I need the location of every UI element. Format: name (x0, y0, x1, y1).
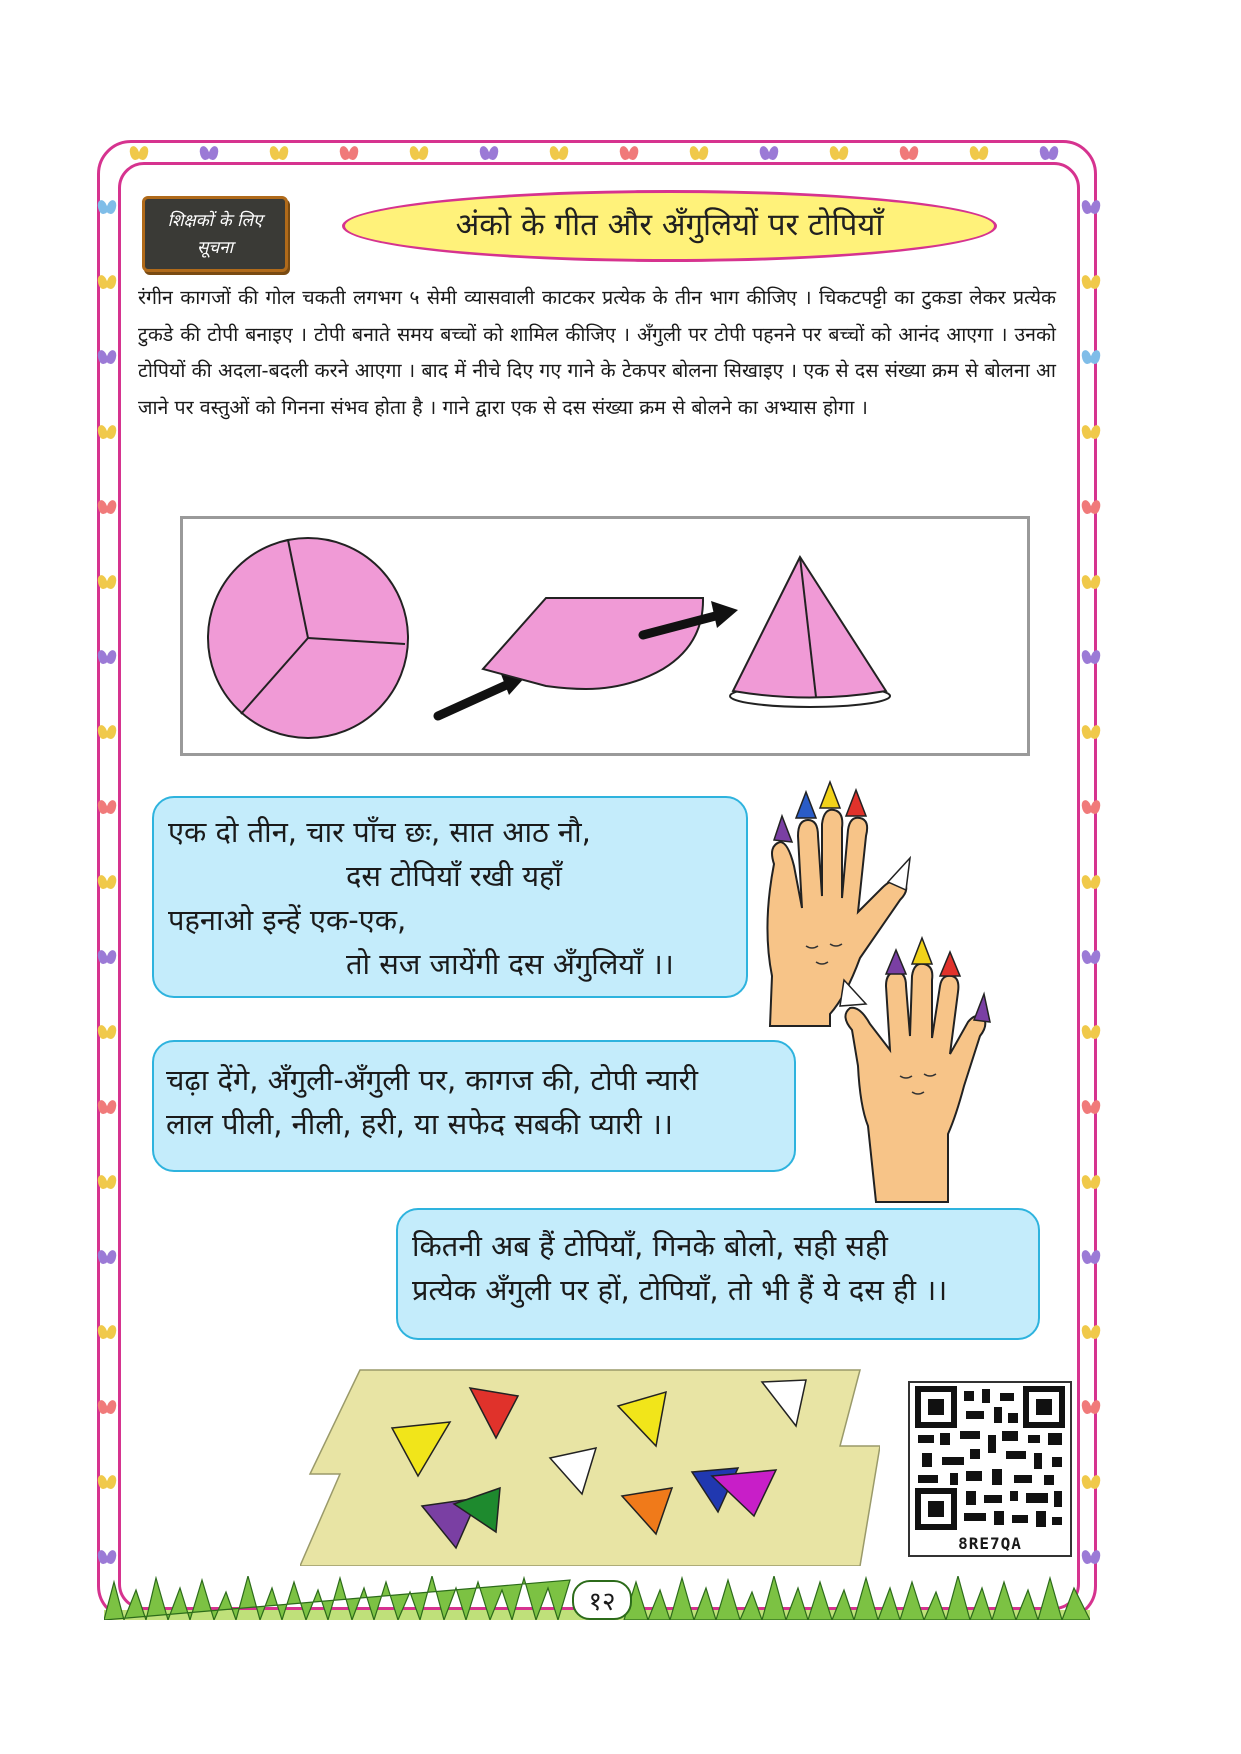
butterfly-icon (1082, 1025, 1100, 1039)
song-verse-2 (152, 1040, 796, 1172)
butterfly-icon (98, 1550, 116, 1564)
qr-code[interactable] (908, 1381, 1072, 1557)
butterfly-icon (98, 350, 116, 364)
hand-illustration (840, 938, 990, 1202)
teacher-note-badge (142, 196, 288, 272)
cap-making-illustration (183, 519, 1027, 753)
butterfly-icon (340, 146, 358, 160)
butterfly-icon (1082, 950, 1100, 964)
hands-with-caps-illustration (760, 776, 1060, 1216)
song-line: प्रत्येक अँगुली पर हों, टोपियाँ, तो भी हैं ये दस ही ।। (412, 1273, 948, 1307)
cap-making-diagram (180, 516, 1030, 756)
butterfly-icon (98, 1325, 116, 1339)
intro-paragraph: रंगीन कागजों की गोल चकती लगभग ५ सेमी व्यासवाली काटकर प्रत्येक के तीन भाग कीजिए । चिकटपट्टी का टुकडा लेकर प्रत्येक टुकडे की टोपी बनाइए । टोपी बनाते समय बच्चों को शामिल कीजिए । अँगुली पर टोपी पहनने पर बच्चों को आनंद आएगा । उनको टोपियों की अदला-बदली करने आएगा । बाद में नीचे दिए गए गाने के टेकपर बोलना सिखाइए । एक से दस संख्या क्रम से बोलना आ जाने पर वस्तुओं को गिनना संभव होता है । गाने द्वारा एक से दस संख्या क्रम से बोलने का अभ्यास होगा । (138, 286, 1056, 419)
arrowhead-icon (711, 601, 738, 628)
cap-icon (940, 952, 960, 976)
butterfly-icon (98, 800, 116, 814)
butterfly-icon (1082, 725, 1100, 739)
butterfly-icon (98, 950, 116, 964)
page-title: अंको के गीत और अँगुलियों पर टोपियाँ (342, 190, 997, 262)
butterfly-icon (1082, 425, 1100, 439)
butterfly-icon (1082, 350, 1100, 364)
butterfly-icon (98, 425, 116, 439)
butterfly-icon (98, 200, 116, 214)
butterfly-icon (1082, 1475, 1100, 1489)
butterfly-icon (830, 146, 848, 160)
paper-cone-cap (733, 557, 886, 698)
butterfly-icon (98, 575, 116, 589)
song-verse-1 (152, 796, 748, 998)
page-number: १२ (572, 1580, 632, 1620)
butterfly-icon (98, 725, 116, 739)
butterfly-icon (98, 1400, 116, 1414)
butterfly-icon (620, 146, 638, 160)
butterfly-icon (900, 146, 918, 160)
caps-on-mat-illustration (300, 1366, 880, 1566)
butterfly-icon (1082, 1175, 1100, 1189)
butterfly-icon (1082, 275, 1100, 289)
paper-sector (483, 598, 703, 689)
butterfly-icon (1082, 575, 1100, 589)
cap-icon (886, 950, 906, 974)
butterfly-icon (98, 275, 116, 289)
cap-icon (840, 980, 866, 1006)
song-line: कितनी अब हैं टोपियाँ, गिनके बोलो, सही सही (412, 1229, 888, 1263)
butterfly-icon (98, 500, 116, 514)
butterfly-icon (550, 146, 568, 160)
arrow-icon (438, 682, 513, 716)
butterfly-icon (98, 875, 116, 889)
butterfly-icon (690, 146, 708, 160)
qr-code-image (910, 1383, 1070, 1533)
cap-icon (796, 792, 816, 818)
butterfly-icon (1082, 200, 1100, 214)
butterfly-icon (1082, 1325, 1100, 1339)
song-verse-3 (396, 1208, 1040, 1340)
qr-code-label: 8RE7QA (958, 1534, 1022, 1553)
butterfly-icon (130, 146, 148, 160)
butterfly-icon (1082, 1550, 1100, 1564)
teacher-note-badge-line2: सूचना (196, 238, 234, 258)
butterfly-icon (98, 1475, 116, 1489)
song-line: पहनाओ इन्हें एक-एक, (168, 903, 407, 937)
butterfly-icon (970, 146, 988, 160)
butterfly-icon (270, 146, 288, 160)
butterfly-icon (410, 146, 428, 160)
butterfly-icon (98, 1100, 116, 1114)
butterfly-icon (1082, 500, 1100, 514)
butterfly-icon (1040, 146, 1058, 160)
butterfly-icon (1082, 800, 1100, 814)
teacher-note-badge-line1: शिक्षकों के लिए (167, 211, 263, 231)
cap-icon (974, 994, 990, 1022)
butterfly-icon (98, 650, 116, 664)
cap-icon (820, 782, 840, 808)
butterfly-icon (1082, 1400, 1100, 1414)
song-line: लाल पीली, नीली, हरी, या सफेद सबकी प्यारी ।। (166, 1107, 673, 1141)
butterfly-icon (1082, 875, 1100, 889)
butterfly-icon (98, 1250, 116, 1264)
cap-icon (774, 816, 792, 842)
butterfly-icon (1082, 1250, 1100, 1264)
butterfly-icon (1082, 1100, 1100, 1114)
butterfly-icon (480, 146, 498, 160)
cap-icon (846, 790, 866, 816)
cap-icon (912, 938, 932, 964)
butterfly-icon (760, 146, 778, 160)
butterfly-icon (98, 1175, 116, 1189)
butterfly-icon (200, 146, 218, 160)
song-line: एक दो तीन, चार पाँच छः, सात आठ नौ, (168, 815, 591, 849)
butterfly-icon (1082, 650, 1100, 664)
butterfly-icon (98, 1025, 116, 1039)
song-line: दस टोपियाँ रखी यहाँ (346, 859, 562, 893)
song-line: तो सज जायेंगी दस अँगुलियाँ ।। (346, 947, 674, 981)
song-line: चढ़ा देंगे, अँगुली-अँगुली पर, कागज की, टोपी न्यारी (166, 1063, 699, 1097)
